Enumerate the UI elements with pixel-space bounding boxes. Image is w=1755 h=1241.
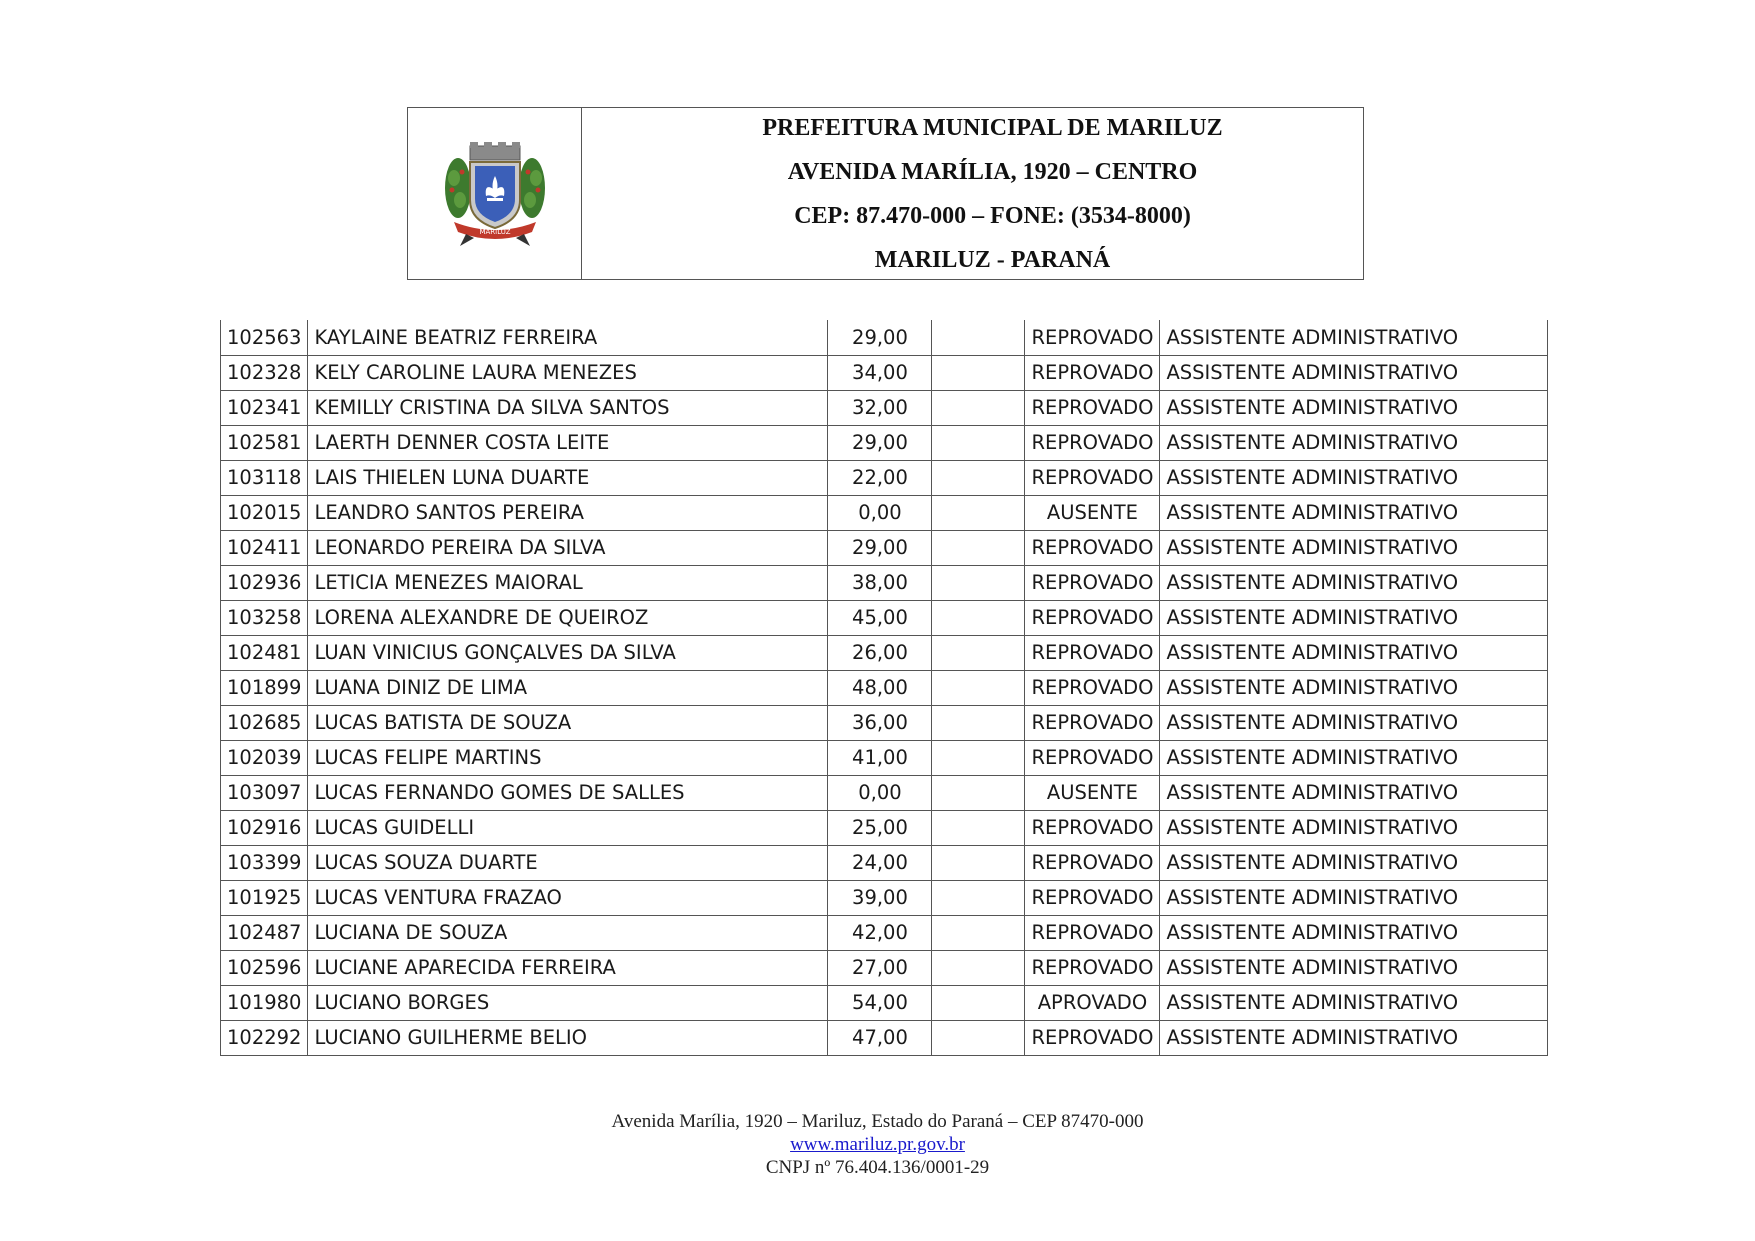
- candidate-id-cell: 101925: [221, 880, 308, 915]
- candidate-id-cell: 102916: [221, 810, 308, 845]
- status-cell: REPROVADO: [1025, 320, 1160, 355]
- candidate-id-cell: 102487: [221, 915, 308, 950]
- status-cell: REPROVADO: [1025, 565, 1160, 600]
- score-cell: 34,00: [828, 355, 932, 390]
- status-cell: REPROVADO: [1025, 740, 1160, 775]
- candidate-id-cell: 101980: [221, 985, 308, 1020]
- score-cell: 0,00: [828, 495, 932, 530]
- status-cell: REPROVADO: [1025, 950, 1160, 985]
- role-cell: ASSISTENTE ADMINISTRATIVO: [1160, 950, 1548, 985]
- blank-cell: [932, 670, 1025, 705]
- table-row: [221, 565, 1548, 600]
- score-cell: 24,00: [828, 845, 932, 880]
- table-row: [221, 390, 1548, 425]
- role-cell: ASSISTENTE ADMINISTRATIVO: [1160, 390, 1548, 425]
- candidate-id-cell: 102411: [221, 530, 308, 565]
- status-cell: REPROVADO: [1025, 635, 1160, 670]
- role-cell: ASSISTENTE ADMINISTRATIVO: [1160, 565, 1548, 600]
- table-row: [221, 530, 1548, 565]
- footer-website-link[interactable]: www.mariluz.pr.gov.br: [790, 1134, 965, 1155]
- status-cell: REPROVADO: [1025, 600, 1160, 635]
- status-cell: REPROVADO: [1025, 530, 1160, 565]
- logo-cell: [408, 108, 582, 279]
- table-row: [221, 845, 1548, 880]
- table-row: [221, 600, 1548, 635]
- blank-cell: [932, 460, 1025, 495]
- role-cell: ASSISTENTE ADMINISTRATIVO: [1160, 600, 1548, 635]
- score-cell: 26,00: [828, 635, 932, 670]
- score-cell: 29,00: [828, 320, 932, 355]
- role-cell: ASSISTENTE ADMINISTRATIVO: [1160, 1020, 1548, 1055]
- candidate-id-cell: 102581: [221, 425, 308, 460]
- candidate-id-cell: 101899: [221, 670, 308, 705]
- role-cell: ASSISTENTE ADMINISTRATIVO: [1160, 425, 1548, 460]
- table-row: [221, 915, 1548, 950]
- blank-cell: [932, 915, 1025, 950]
- candidate-name-cell: LEANDRO SANTOS PEREIRA: [308, 495, 828, 530]
- blank-cell: [932, 390, 1025, 425]
- role-cell: ASSISTENTE ADMINISTRATIVO: [1160, 810, 1548, 845]
- candidate-id-cell: 102292: [221, 1020, 308, 1055]
- score-cell: 22,00: [828, 460, 932, 495]
- page-footer: [0, 1110, 1755, 1179]
- candidate-id-cell: 102328: [221, 355, 308, 390]
- candidate-id-cell: 102936: [221, 565, 308, 600]
- status-cell: APROVADO: [1025, 985, 1160, 1020]
- blank-cell: [932, 530, 1025, 565]
- table-row: [221, 460, 1548, 495]
- candidate-id-cell: 103097: [221, 775, 308, 810]
- blank-cell: [932, 740, 1025, 775]
- blank-cell: [932, 1020, 1025, 1055]
- status-cell: AUSENTE: [1025, 495, 1160, 530]
- role-cell: ASSISTENTE ADMINISTRATIVO: [1160, 320, 1548, 355]
- candidate-name-cell: KELY CAROLINE LAURA MENEZES: [308, 355, 828, 390]
- role-cell: ASSISTENTE ADMINISTRATIVO: [1160, 915, 1548, 950]
- blank-cell: [932, 880, 1025, 915]
- candidate-id-cell: 102481: [221, 635, 308, 670]
- blank-cell: [932, 705, 1025, 740]
- coat-of-arms-icon: [440, 138, 550, 250]
- results-table: [220, 320, 1548, 1056]
- role-cell: ASSISTENTE ADMINISTRATIVO: [1160, 460, 1548, 495]
- candidate-name-cell: LUAN VINICIUS GONÇALVES DA SILVA: [308, 635, 828, 670]
- candidate-id-cell: 102685: [221, 705, 308, 740]
- header-line-1: PREFEITURA MUNICIPAL DE MARILUZ: [762, 114, 1223, 141]
- blank-cell: [932, 950, 1025, 985]
- table-row: [221, 635, 1548, 670]
- table-row: [221, 985, 1548, 1020]
- role-cell: ASSISTENTE ADMINISTRATIVO: [1160, 985, 1548, 1020]
- candidate-name-cell: LUCAS FERNANDO GOMES DE SALLES: [308, 775, 828, 810]
- header-line-2: AVENIDA MARÍLIA, 1920 – CENTRO: [787, 158, 1198, 185]
- score-cell: 36,00: [828, 705, 932, 740]
- role-cell: ASSISTENTE ADMINISTRATIVO: [1160, 740, 1548, 775]
- candidate-id-cell: 102563: [221, 320, 308, 355]
- candidate-name-cell: LORENA ALEXANDRE DE QUEIROZ: [308, 600, 828, 635]
- status-cell: REPROVADO: [1025, 425, 1160, 460]
- blank-cell: [932, 495, 1025, 530]
- footer-cnpj: CNPJ nº 76.404.136/0001-29: [765, 1157, 990, 1178]
- footer-address: Avenida Marília, 1920 – Mariluz, Estado do Paraná – CEP 87470-000: [611, 1111, 1144, 1132]
- blank-cell: [932, 600, 1025, 635]
- role-cell: ASSISTENTE ADMINISTRATIVO: [1160, 355, 1548, 390]
- table-row: [221, 1020, 1548, 1055]
- score-cell: 27,00: [828, 950, 932, 985]
- table-row: [221, 355, 1548, 390]
- score-cell: 29,00: [828, 530, 932, 565]
- role-cell: ASSISTENTE ADMINISTRATIVO: [1160, 670, 1548, 705]
- status-cell: REPROVADO: [1025, 460, 1160, 495]
- table-row: [221, 880, 1548, 915]
- results-table-body: [221, 320, 1548, 1055]
- candidate-id-cell: 103399: [221, 845, 308, 880]
- table-row: [221, 950, 1548, 985]
- score-cell: 48,00: [828, 670, 932, 705]
- candidate-name-cell: LUCIANE APARECIDA FERREIRA: [308, 950, 828, 985]
- role-cell: ASSISTENTE ADMINISTRATIVO: [1160, 705, 1548, 740]
- status-cell: REPROVADO: [1025, 705, 1160, 740]
- candidate-name-cell: LUCAS VENTURA FRAZAO: [308, 880, 828, 915]
- candidate-name-cell: LETICIA MENEZES MAIORAL: [308, 565, 828, 600]
- score-cell: 29,00: [828, 425, 932, 460]
- candidate-name-cell: LAERTH DENNER COSTA LEITE: [308, 425, 828, 460]
- score-cell: 54,00: [828, 985, 932, 1020]
- status-cell: REPROVADO: [1025, 810, 1160, 845]
- candidate-name-cell: LUCIANA DE SOUZA: [308, 915, 828, 950]
- header-line-4: MARILUZ - PARANÁ: [874, 246, 1111, 273]
- role-cell: ASSISTENTE ADMINISTRATIVO: [1160, 845, 1548, 880]
- table-row: [221, 740, 1548, 775]
- candidate-id-cell: 102039: [221, 740, 308, 775]
- status-cell: AUSENTE: [1025, 775, 1160, 810]
- candidate-name-cell: LUCIANO BORGES: [308, 985, 828, 1020]
- status-cell: REPROVADO: [1025, 355, 1160, 390]
- table-row: [221, 495, 1548, 530]
- candidate-name-cell: LUCAS FELIPE MARTINS: [308, 740, 828, 775]
- score-cell: 32,00: [828, 390, 932, 425]
- role-cell: ASSISTENTE ADMINISTRATIVO: [1160, 880, 1548, 915]
- candidate-id-cell: 103118: [221, 460, 308, 495]
- role-cell: ASSISTENTE ADMINISTRATIVO: [1160, 775, 1548, 810]
- logo-ribbon-text: MARILUZ: [478, 227, 511, 236]
- table-row: [221, 320, 1548, 355]
- candidate-name-cell: LUCIANO GUILHERME BELIO: [308, 1020, 828, 1055]
- table-row: [221, 705, 1548, 740]
- header-line-3: CEP: 87.470-000 – FONE: (3534-8000): [794, 202, 1191, 229]
- status-cell: REPROVADO: [1025, 845, 1160, 880]
- blank-cell: [932, 810, 1025, 845]
- blank-cell: [932, 775, 1025, 810]
- blank-cell: [932, 355, 1025, 390]
- role-cell: ASSISTENTE ADMINISTRATIVO: [1160, 530, 1548, 565]
- candidate-id-cell: 102341: [221, 390, 308, 425]
- blank-cell: [932, 565, 1025, 600]
- candidate-name-cell: LAIS THIELEN LUNA DUARTE: [308, 460, 828, 495]
- score-cell: 47,00: [828, 1020, 932, 1055]
- blank-cell: [932, 845, 1025, 880]
- table-row: [221, 775, 1548, 810]
- table-row: [221, 425, 1548, 460]
- status-cell: REPROVADO: [1025, 390, 1160, 425]
- candidate-name-cell: LUCAS GUIDELLI: [308, 810, 828, 845]
- candidate-name-cell: LUANA DINIZ DE LIMA: [308, 670, 828, 705]
- role-cell: ASSISTENTE ADMINISTRATIVO: [1160, 495, 1548, 530]
- letterhead: [407, 107, 1364, 280]
- blank-cell: [932, 985, 1025, 1020]
- score-cell: 38,00: [828, 565, 932, 600]
- score-cell: 0,00: [828, 775, 932, 810]
- candidate-name-cell: LEONARDO PEREIRA DA SILVA: [308, 530, 828, 565]
- candidate-id-cell: 103258: [221, 600, 308, 635]
- table-row: [221, 810, 1548, 845]
- score-cell: 25,00: [828, 810, 932, 845]
- blank-cell: [932, 425, 1025, 460]
- letterhead-text: [582, 108, 1363, 279]
- score-cell: 42,00: [828, 915, 932, 950]
- candidate-id-cell: 102596: [221, 950, 308, 985]
- candidate-name-cell: KAYLAINE BEATRIZ FERREIRA: [308, 320, 828, 355]
- status-cell: REPROVADO: [1025, 670, 1160, 705]
- status-cell: REPROVADO: [1025, 1020, 1160, 1055]
- candidate-id-cell: 102015: [221, 495, 308, 530]
- role-cell: ASSISTENTE ADMINISTRATIVO: [1160, 635, 1548, 670]
- score-cell: 39,00: [828, 880, 932, 915]
- score-cell: 45,00: [828, 600, 932, 635]
- status-cell: REPROVADO: [1025, 915, 1160, 950]
- table-row: [221, 670, 1548, 705]
- blank-cell: [932, 320, 1025, 355]
- status-cell: REPROVADO: [1025, 880, 1160, 915]
- score-cell: 41,00: [828, 740, 932, 775]
- candidate-name-cell: KEMILLY CRISTINA DA SILVA SANTOS: [308, 390, 828, 425]
- candidate-name-cell: LUCAS SOUZA DUARTE: [308, 845, 828, 880]
- candidate-name-cell: LUCAS BATISTA DE SOUZA: [308, 705, 828, 740]
- blank-cell: [932, 635, 1025, 670]
